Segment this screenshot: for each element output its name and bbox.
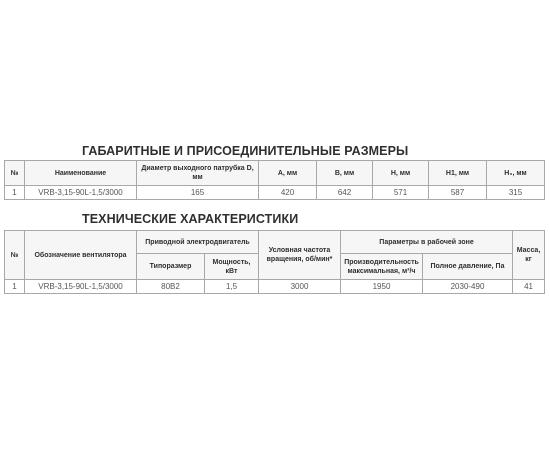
cell-pressure: 2030-490 [423,280,513,294]
table-row [5,280,545,294]
header-h0: H₀, мм [487,161,545,186]
cell-motor-power: 1,5 [205,280,259,294]
dimensions-table [4,160,545,200]
header-pressure: Полное давление, Па [423,254,513,280]
cell-speed: 3000 [259,280,341,294]
header-motor-type: Типоразмер [137,254,205,280]
header-motor: Приводной электродвигатель [137,231,259,254]
header-number: № [5,161,25,186]
dimensions-title: ГАБАРИТНЫЕ И ПРИСОЕДИНИТЕЛЬНЫЕ РАЗМЕРЫ [82,144,409,158]
specs-table [4,230,545,294]
cell-name: VRB-3,15-90L-1,5/3000 [25,186,137,200]
header-h: H, мм [373,161,429,186]
header-b: B, мм [317,161,373,186]
cell-number: 1 [5,186,25,200]
header-mass: Масса, кг [513,231,545,280]
cell-diameter: 165 [137,186,259,200]
cell-a: 420 [259,186,317,200]
header-number: № [5,231,25,280]
specs-title: ТЕХНИЧЕСКИЕ ХАРАКТЕРИСТИКИ [82,212,299,226]
header-diameter: Диаметр выходного патрубка D, мм [137,161,259,186]
cell-h0: 315 [487,186,545,200]
cell-h1: 587 [429,186,487,200]
cell-h: 571 [373,186,429,200]
dimensions-header-row [5,161,545,186]
specs-header-row-1 [5,231,545,254]
header-h1: H1, мм [429,161,487,186]
cell-b: 642 [317,186,373,200]
cell-capacity: 1950 [341,280,423,294]
header-speed: Условная частота вращения, об/мин* [259,231,341,280]
cell-mass: 41 [513,280,545,294]
header-designation: Обозначение вентилятора [25,231,137,280]
cell-motor-type: 80B2 [137,280,205,294]
cell-designation: VRB-3,15-90L-1,5/3000 [25,280,137,294]
cell-number: 1 [5,280,25,294]
header-working-params: Параметры в рабочей зоне [341,231,513,254]
header-motor-power: Мощность, кВт [205,254,259,280]
header-capacity: Производительность максимальная, м³/ч [341,254,423,280]
header-name: Наименование [25,161,137,186]
header-a: A, мм [259,161,317,186]
table-row [5,186,545,200]
